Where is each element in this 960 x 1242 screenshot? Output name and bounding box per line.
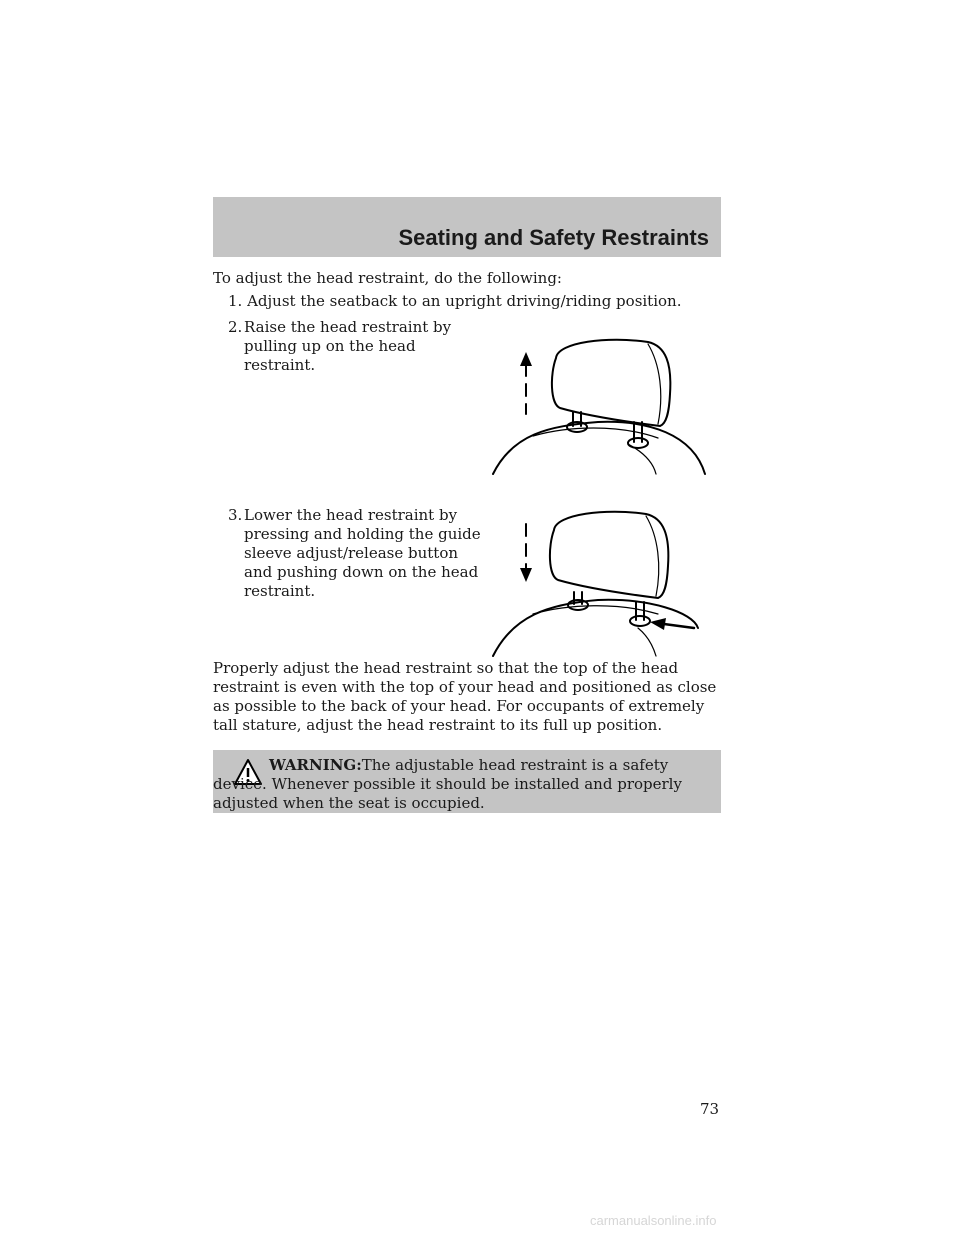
step-number: 2. — [228, 318, 243, 336]
step-number: 1. — [228, 292, 243, 310]
step-text: Raise the head restraint by pulling up on the head restraint. — [244, 318, 452, 374]
warning-label: WARNING: — [269, 756, 362, 774]
warning-box — [213, 750, 721, 813]
page-number: 73 — [700, 1100, 720, 1118]
step-2 — [228, 318, 488, 375]
arrow-down-head — [520, 568, 532, 582]
step-number: 3. — [228, 506, 243, 524]
footer-watermark: carmanualsonline.info — [590, 1213, 717, 1228]
section-header-band — [213, 197, 721, 257]
step-text: Lower the head restraint by pressing and holding the guide sleeve adjust/release button and pushing down on the head restraint. — [244, 506, 481, 600]
release-button-pointer-head — [650, 618, 666, 630]
step-3 — [228, 506, 488, 601]
warning-body: The adjustable head restraint is a safety device. Whenever possible it should be installed and properly adjusted when the seat is occupied. — [213, 756, 682, 812]
step-1 — [228, 292, 681, 311]
intro-text: To adjust the head restraint, do the following: — [213, 269, 562, 287]
lower-head-restraint-illustration — [488, 508, 718, 660]
raise-head-restraint-illustration — [488, 334, 718, 484]
section-title: Seating and Safety Restraints — [398, 225, 709, 250]
warning-text — [213, 756, 713, 813]
step-text: Adjust the seatback to an upright driving/riding position. — [247, 292, 682, 310]
arrow-up-head — [520, 352, 532, 366]
adjustment-paragraph: Properly adjust the head restraint so that the top of the head restraint is even with the top of your head and positioned as close as possible to the back of your head. For occupants of extremely tall stature, adjust the head restraint to its full up position. — [213, 659, 717, 734]
